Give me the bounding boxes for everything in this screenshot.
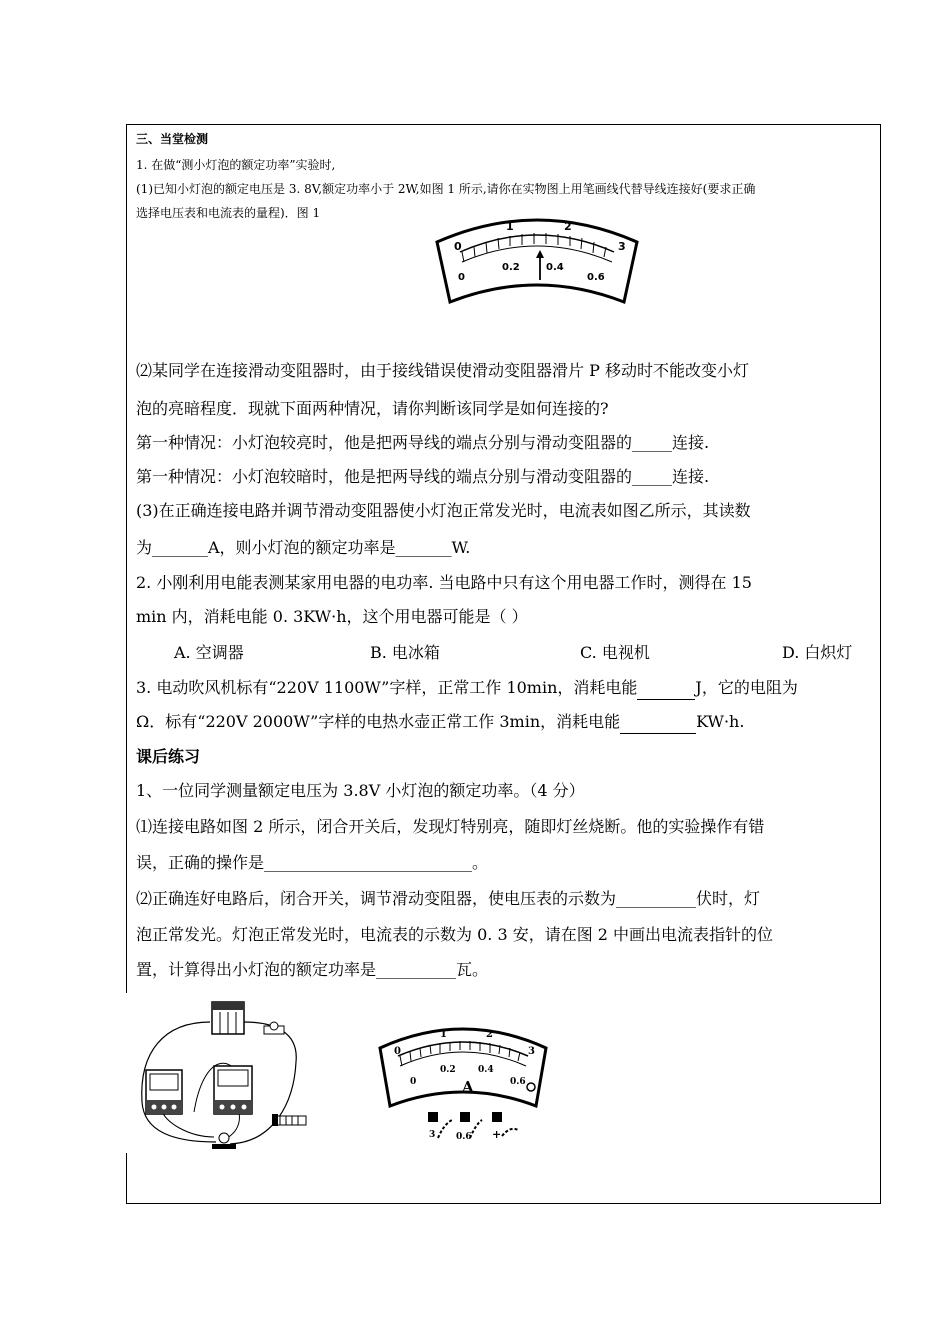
q1-intro: 1. 在做“测小灯泡的额定功率”实验时, [136, 158, 336, 172]
meter2-upper-2: 2 [486, 1029, 493, 1040]
q1-part2-line1: ⑵某同学在连接滑动变阻器时，由于接线错误使滑动变阻器滑片 P 移动时不能改变小灯 [136, 361, 749, 380]
q3-line1-text-b: J，它的电阻为 [695, 678, 798, 697]
q3-blank-energy-j[interactable] [637, 677, 695, 700]
ammeter-figure-2 [378, 1020, 548, 1155]
meter2-lower-2: 0.4 [478, 1065, 494, 1075]
q2-line2: min 内，消耗电能 0. 3KW·h，这个用电器可能是（ ） [136, 607, 528, 626]
q3-blank-energy-kwh[interactable] [620, 711, 696, 734]
meter2-unit: A [462, 1078, 474, 1096]
q1-part3-line1: (3)在正确连接电路并调节滑动变阻器使小灯泡正常发光时，电流表如图乙所示，其读数 [136, 501, 751, 520]
homework-heading: 课后练习 [136, 747, 201, 766]
section-heading: 三、当堂检测 [136, 132, 209, 146]
terminal-plus-label: + [492, 1128, 502, 1141]
meter2-lower-0: 0 [410, 1077, 417, 1087]
meter2-upper-1: 1 [440, 1029, 447, 1040]
meter1-upper-1: 1 [506, 220, 514, 233]
ammeter-figure-1 [432, 210, 642, 315]
q3-line1 [136, 677, 798, 700]
meter2-lower-3: 0.6 [510, 1077, 526, 1087]
hw-q1-part2-line3: 置，计算得出小灯泡的额定功率是__________瓦。 [136, 960, 489, 979]
q2-option-a: A. 空调器 [174, 643, 244, 662]
q1-part1-line2: 选择电压表和电流表的量程)．图 1 [136, 206, 321, 220]
q1-part3-line2: 为_______A，则小灯泡的额定功率是_______W. [136, 538, 471, 557]
q3-line2 [136, 711, 744, 734]
rheostat-icon [272, 1114, 306, 1126]
meter1-upper-2: 2 [564, 220, 572, 233]
q3-line2-text-a: Ω．标有“220V 2000W”字样的电热水壶正常工作 3min，消耗电能 [136, 712, 621, 731]
meter2-lower-1: 0.2 [440, 1065, 456, 1075]
meter1-lower-1: 0.2 [502, 262, 520, 273]
q1-case1: 第一种情况：小灯泡较亮时，他是把两导线的端点分别与滑动变阻器的_____连接. [136, 433, 710, 452]
hw-q1-part2-line2: 泡正常发光。灯泡正常发光时，电流表的示数为 0. 3 安，请在图 2 中画出电流表指针的位 [136, 925, 774, 944]
lamp-icon [212, 1133, 236, 1149]
meter1-lower-3: 0.6 [587, 272, 605, 283]
terminal-3-label: 3 [429, 1130, 436, 1140]
q3-line2-text-b: KW·h. [696, 712, 745, 731]
meter2-terminals [428, 1112, 518, 1138]
q2-option-b: B. 电冰箱 [370, 643, 440, 662]
q3-line1-text-a: 3. 电动吹风机标有“220V 1100W”字样，正常工作 10min，消耗电能 [136, 678, 638, 697]
ammeter-icon [214, 1066, 252, 1114]
meter1-lower-0: 0 [458, 272, 465, 283]
circuit-figure-2 [134, 992, 314, 1157]
border-gap [124, 993, 130, 1153]
q1-case2: 第一种情况：小灯泡较暗时，他是把两导线的端点分别与滑动变阻器的_____连接. [136, 467, 710, 486]
battery-icon [212, 1002, 244, 1034]
q1-part1-line1: (1)已知小灯泡的额定电压是 3. 8V,额定功率小于 2W,如图 1 所示,请你在实物图上用笔画线代替导线连接好(要求正确 [136, 182, 756, 196]
meter1-upper-0: 0 [454, 240, 462, 253]
meter2-upper-0: 0 [394, 1046, 401, 1057]
q2-option-c: C. 电视机 [580, 643, 650, 662]
voltmeter-icon [146, 1070, 182, 1114]
q2-option-d: D. 白炽灯 [782, 643, 853, 662]
hw-q1-part2-line1: ⑵正确连好电路后，闭合开关，调节滑动变阻器，使电压表的示数为__________伏时，灯 [136, 889, 761, 908]
q1-part2-line2: 泡的亮暗程度．现就下面两种情况，请你判断该同学是如何连接的? [136, 399, 609, 418]
terminal-0.6-label: 0.6 [456, 1132, 472, 1142]
hw-q1-part1-line1: ⑴连接电路如图 2 所示，闭合开关后，发现灯特别亮，随即灯丝烧断。他的实验操作有错 [136, 817, 765, 836]
meter1-lower-2: 0.4 [546, 262, 564, 273]
hw-q1-intro: 1、一位同学测量额定电压为 3.8V 小灯泡的额定功率。（4 分） [136, 781, 585, 800]
hw-q1-part1-line2: 误，正确的操作是__________________________。 [136, 853, 489, 872]
q2-line1: 2. 小刚利用电能表测某家用电器的电功率. 当电路中只有这个用电器工作时，测得在 15 [136, 573, 752, 592]
meter1-upper-3: 3 [618, 240, 626, 253]
meter2-zero-adjust-icon [527, 1083, 535, 1091]
meter2-upper-3: 3 [528, 1046, 535, 1057]
